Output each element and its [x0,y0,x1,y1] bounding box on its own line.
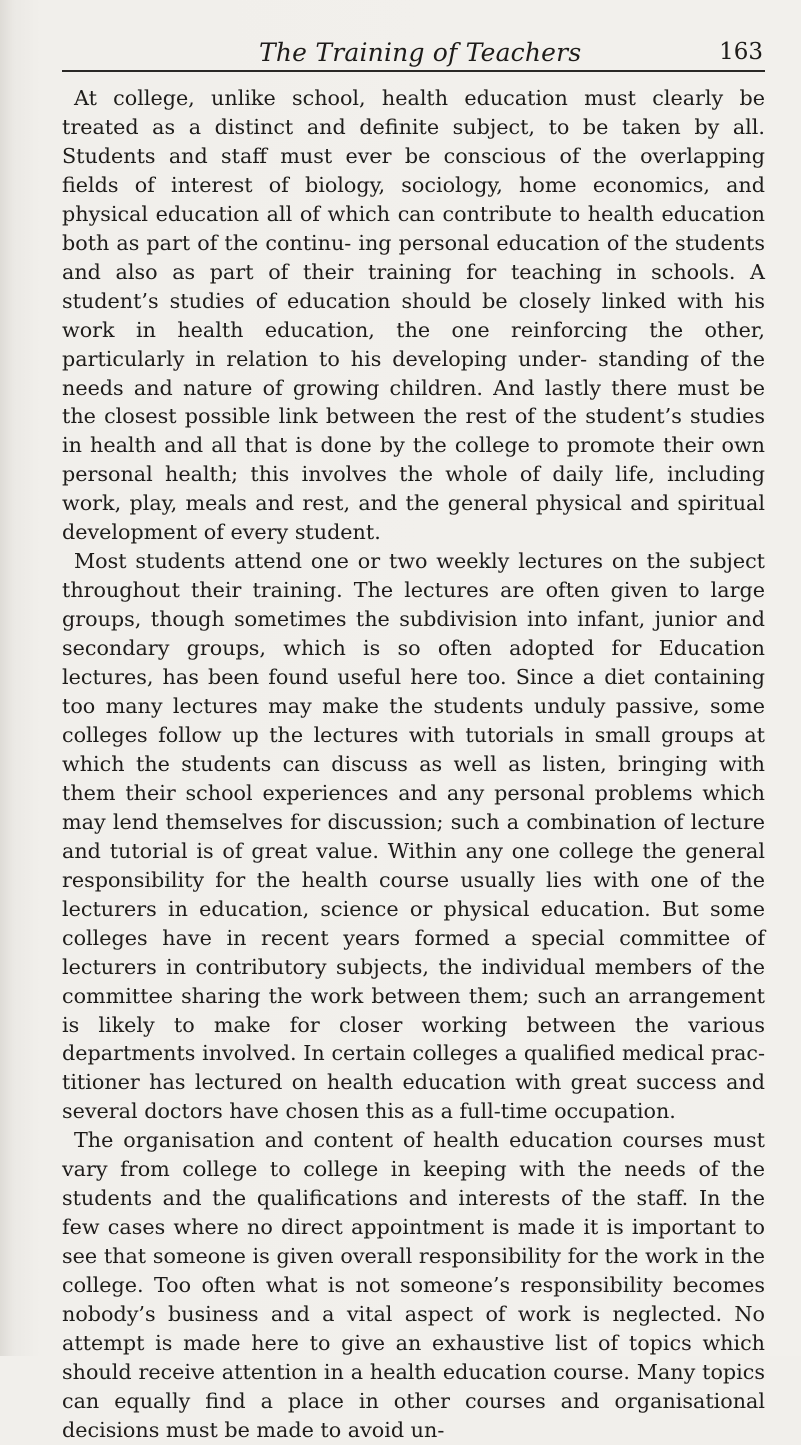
paragraph: The organisation and content of health education courses must vary from college to college in keeping with the needs of the students and the qualifications and interests of the staff. In the few cases where no direct appointment is made it is important to see that someone is given overall responsibility for the work in the college. Too often what is not someone’s responsibility becomes nobody’s business and a vital aspect of work is neglected. No attempt is made here to give an exhaustive list of topics which should receive attention in a health education course. Many topics can equally find a place in other courses and organisational decisions must be made to avoid un- [62,1128,765,1442]
paragraph: Most students attend one or two weekly lectures on the subject throughout their training. The lectures are often given to large groups, though sometimes the subdivision into infant, junior and secondary groups, which is so often adopted for Education lectures, has been found useful here too. Since a diet containing too many lectures may make the students unduly passive, some colleges follow up the lectures with tutorials in small groups at which the students can discuss as well as listen, bringing with them their school experiences and any personal problems which may lend themselves for discussion; such a combination of lecture and tutorial is of great value. Within any one college the general responsibility for the health course usually lies with one of the lecturers in education, science or physical education. But some colleges have in recent years formed a special committee of lecturers in contributory subjects, the individual members of the committee sharing the work between them; such an arrangement is likely to make for closer working between the various departments involved. In certain colleges a qualified medical prac- titioner has lectured on health education with great success and several doctors have chosen this as a full-time occupation. [62,549,765,1124]
running-title: The Training of Teachers [259,38,582,67]
paragraph: At college, unlike school, health education must clearly be treated as a distinct and definite subject, to be taken by all. Students and staff must ever be conscious of the overlapping fields of interest of biology, sociology, home economics, and physical education all of which can contribute to health education both as part of the continu- ing personal education of the students and also as part of their training for teaching in schools. A student’s studies of education should be closely linked with his work in health education, the one reinforcing the other, particularly in relation to his developing under- standing of the needs and nature of growing children. And lastly there must be the closest possible link between the rest of the student’s studies in health and all that is done by the college to promote their own personal health; this involves the whole of daily life, including work, play, meals and rest, and the general physical and spiritual development of every student. [62,86,765,545]
page-number: 163 [719,39,763,65]
body-text [62,84,765,1445]
running-head [62,36,765,72]
